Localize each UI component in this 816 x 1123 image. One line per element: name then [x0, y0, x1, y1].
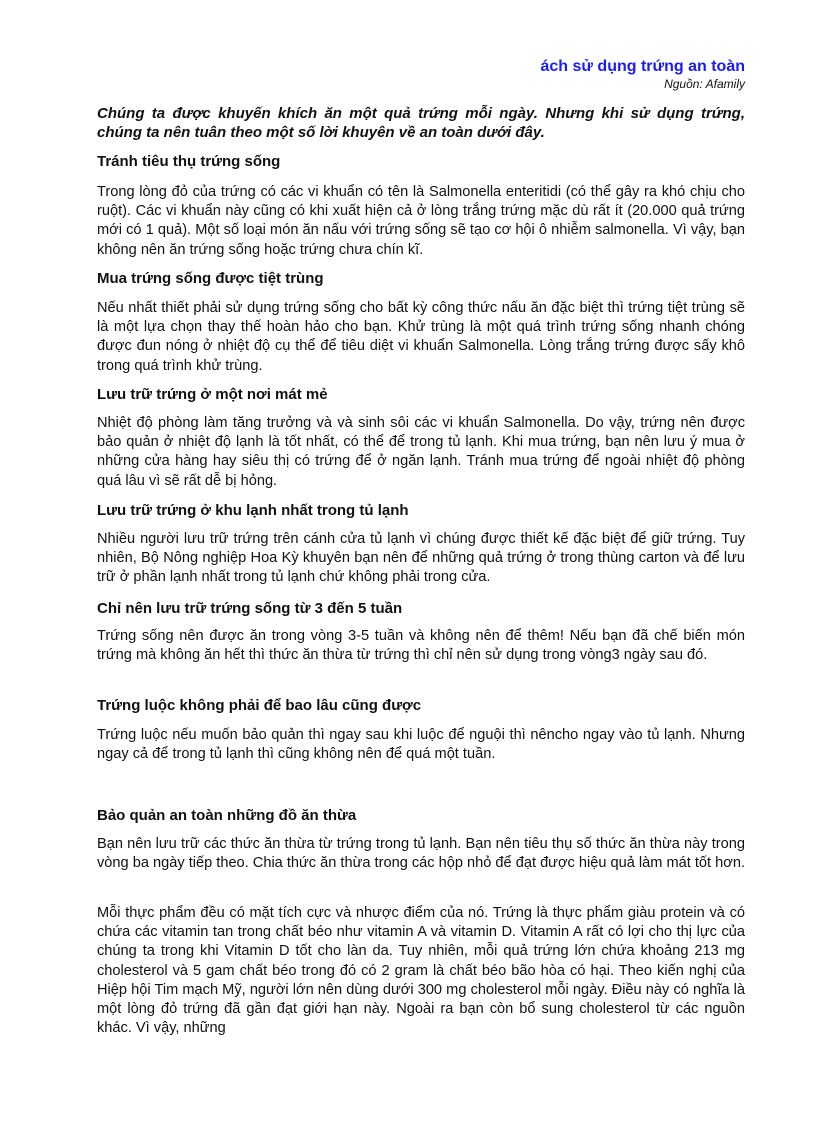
intro-paragraph: Chúng ta được khuyến khích ăn một quả trứng mỗi ngày. Nhưng khi sử dụng trứng, chúng ta nên tuân theo một số lời khuyên về an toàn dưới đây. — [97, 105, 745, 141]
section-heading: Chỉ nên lưu trữ trứng sống từ 3 đến 5 tuần — [97, 600, 403, 617]
section-text: Trứng luộc nếu muốn bảo quản thì ngay sau khi luộc để nguội thì nêncho ngay vào tủ lạnh. Nhưng ngay cả để trong tủ lạnh thì cũng không nên để quá một tuần. — [97, 727, 745, 763]
section-text: Nhiệt độ phòng làm tăng trưởng và và sinh sôi các vi khuẩn Salmonella. Do vậy, trứng nên được bảo quản ở nhiệt độ lạnh là tốt nhất, có thể để trong tủ lạnh. Khi mua trứng, bạn nên lưu ý mua ở những cửa hàng hay siêu thị có trứng để ở ngăn lạnh. Tránh mua trứng để ngoài nhiệt độ phòng quá lâu vì sẽ rất dễ bị hỏng. — [97, 415, 745, 489]
source-credit: Nguồn: Afamily — [664, 77, 745, 91]
section-text: Nếu nhất thiết phải sử dụng trứng sống cho bất kỳ công thức nấu ăn đặc biệt thì trứng tiệt trùng sẽ là một lựa chọn thay thế hoàn hảo cho bạn. Khử trùng là một quá trình trứng sống nhanh chóng được đun nóng ở nhiệt độ cụ thể để tiêu diệt vi khuẩn Salmonella. Lòng trắng trứng được sấy khô trong quá trình khử trùng. — [97, 300, 745, 374]
section-text: Trong lòng đỏ của trứng có các vi khuẩn có tên là Salmonella enteritidi (có thể gây ra khó chịu cho ruột). Các vi khuẩn này cũng có khi xuất hiện cả ở lòng trắng trứng mặc dù rất ít (20.000 quả trứng mới có 1 quả). Một số loại món ăn nấu với trứng sống sẽ tạo cơ hội ô nhiễm salmonella. Vì vậy, bạn không nên ăn trứng sống hoặc trứng chưa chín kĩ. — [97, 184, 745, 258]
section-text: Trứng sống nên được ăn trong vòng 3-5 tuần và không nên để thêm! Nếu bạn đã chế biến món trứng mà không ăn hết thì thức ăn thừa từ trứng thì chỉ nên sử dụng trong vòng3 ngày sau đó. — [97, 628, 745, 664]
section-heading: Lưu trữ trứng ở một nơi mát mẻ — [97, 386, 328, 403]
document-title: ách sử dụng trứng an toàn — [540, 58, 745, 75]
section-heading: Mua trứng sống được tiệt trùng — [97, 270, 324, 287]
section-heading: Trứng luộc không phải để bao lâu cũng được — [97, 697, 422, 714]
section-text: Nhiều người lưu trữ trứng trên cánh cửa tủ lạnh vì chúng được thiết kế đặc biệt để giữ trứng. Tuy nhiên, Bộ Nông nghiệp Hoa Kỳ khuyên bạn nên để những quả trứng ở trong thùng carton và để lưu trữ ở phần lạnh nhất trong tủ lạnh chứ không phải trong cửa. — [97, 531, 745, 586]
section-heading: Bảo quản an toàn những đồ ăn thừa — [97, 807, 357, 824]
section-heading: Lưu trữ trứng ở khu lạnh nhất trong tủ lạnh — [97, 502, 409, 519]
section-text: Bạn nên lưu trữ các thức ăn thừa từ trứng trong tủ lạnh. Bạn nên tiêu thụ số thức ăn thừa này trong vòng ba ngày tiếp theo. Chia thức ăn thừa trong các hộp nhỏ để đạt được hiệu quả làm mát tốt hơn. — [97, 836, 746, 872]
final-paragraph: Mỗi thực phẩm đều có mặt tích cực và nhược điểm của nó. Trứng là thực phẩm giàu protein và có chứa các vitamin tan trong chất béo như vitamin A và vitamin D. Vitamin A rất có lợi cho thị lực của chúng ta trong khi Vitamin D tốt cho làn da. Tuy nhiên, mỗi quả trứng lớn chứa khoảng 213 mg cholesterol và 5 gam chất béo trong đó có 2 gram là chất béo bão hòa có hại. Theo kiến nghị của Hiệp hội Tim mạch Mỹ, người lớn nên dùng dưới 300 mg cholesterol mỗi ngày. Điều này có nghĩa là một lòng đỏ trứng đã gần đạt giới hạn này. Ngoài ra bạn còn bổ sung cholesterol từ các nguồn khác. Vì vậy, những — [97, 905, 745, 1037]
section-heading: Tránh tiêu thụ trứng sống — [97, 153, 281, 170]
